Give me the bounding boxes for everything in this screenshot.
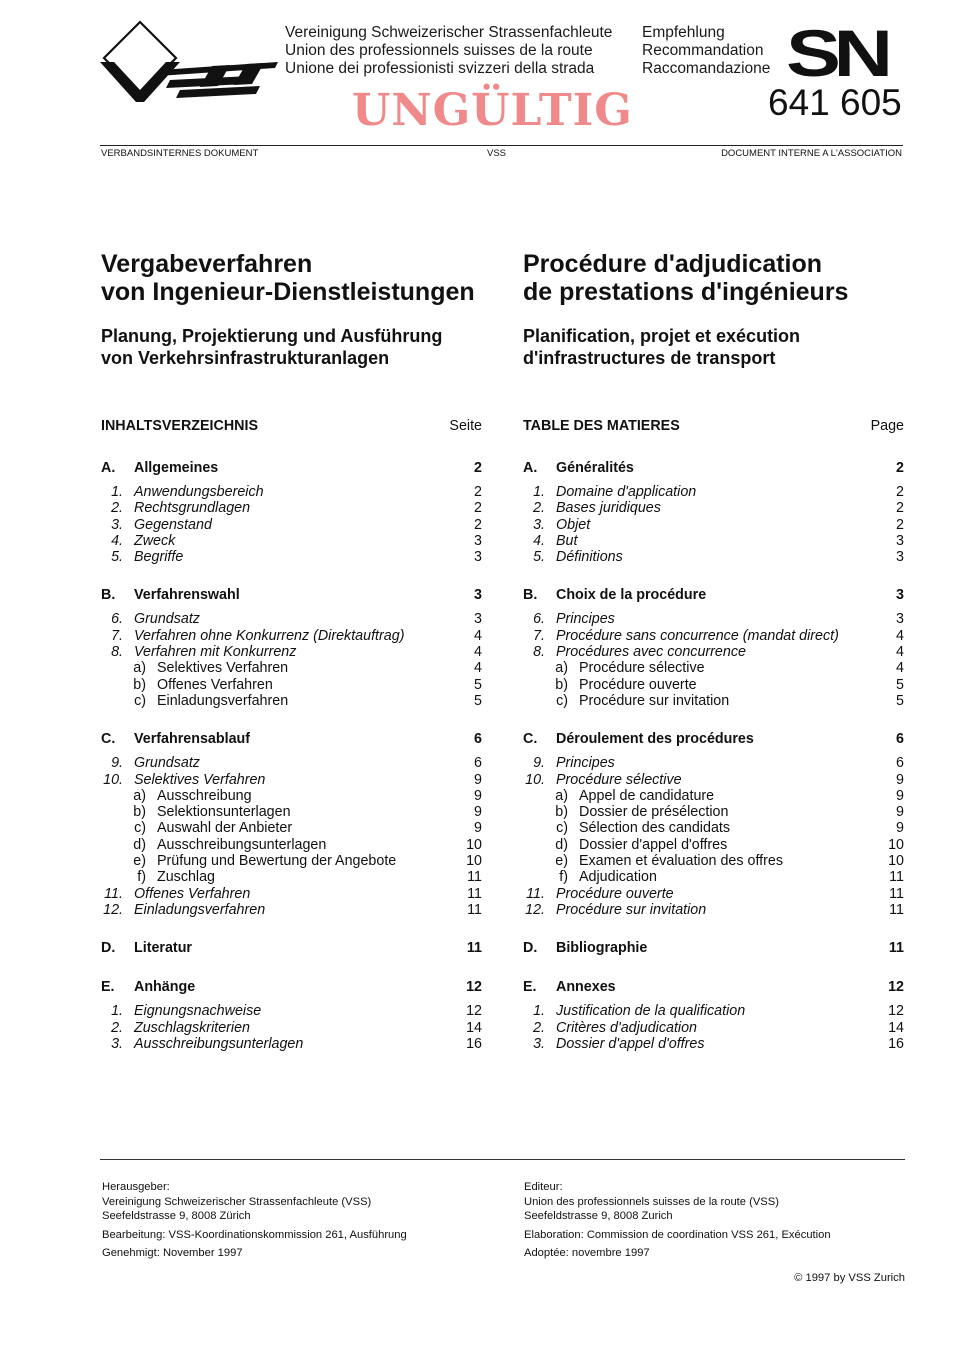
toc-section <box>101 459 482 477</box>
toc-entry <box>523 549 904 565</box>
entry-page: 5 <box>896 692 904 709</box>
toc-entry <box>101 628 482 644</box>
entry-title: Gegenstand <box>134 516 212 533</box>
entry-number: 9. <box>533 755 545 772</box>
toc-section <box>523 586 904 604</box>
entry-page: 9 <box>896 820 904 837</box>
entry-page: 4 <box>896 660 904 677</box>
section-title: Anhänge <box>134 979 196 996</box>
entry-number: 9. <box>111 755 123 772</box>
entry-page: 10 <box>466 836 482 853</box>
section-title: Choix de la procédure <box>556 587 707 604</box>
toc-entry <box>101 549 482 565</box>
entry-title: Procédure sur invitation <box>556 901 707 918</box>
entry-page: 3 <box>896 549 904 566</box>
entry-number: 3. <box>533 516 545 533</box>
entry-title: Justification de la qualification <box>556 1003 746 1020</box>
entry-number: c) <box>134 692 146 709</box>
entry-number: 1. <box>111 1003 123 1020</box>
toc-entry <box>101 1020 482 1036</box>
entry-number: 4. <box>111 532 123 549</box>
entry-title: Eignungsnachweise <box>134 1003 262 1020</box>
section-page: 12 <box>466 979 482 996</box>
section-page: 12 <box>888 979 904 996</box>
document-subtitle-de <box>101 325 481 369</box>
toc-page-label: Page <box>870 418 904 434</box>
vss-logo <box>100 20 280 104</box>
toc-entry <box>523 1020 904 1036</box>
entry-number: b) <box>555 804 568 821</box>
table-of-contents-de <box>101 418 482 1052</box>
entry-title: Selektionsunterlagen <box>157 804 291 821</box>
subtitle-line: von Verkehrsinfrastrukturanlagen <box>101 348 390 368</box>
document-title-fr <box>523 250 903 306</box>
toc-entry <box>101 693 482 709</box>
section-page: 6 <box>474 731 482 748</box>
entry-number: b) <box>555 676 568 693</box>
entry-title: Sélection des candidats <box>579 820 731 837</box>
entry-page: 2 <box>474 516 482 533</box>
entry-page: 4 <box>896 627 904 644</box>
toc-entry <box>101 644 482 660</box>
entry-page: 11 <box>467 901 482 918</box>
toc-entry <box>523 611 904 627</box>
entry-number: 10. <box>103 771 123 788</box>
entry-number: 2. <box>111 500 123 517</box>
toc-entry <box>523 1036 904 1052</box>
entry-number: 1. <box>533 484 545 500</box>
toc-entry <box>523 902 904 918</box>
toc-entry <box>523 886 904 902</box>
section-page: 3 <box>474 587 482 604</box>
entry-title: Critères d'adjudication <box>556 1019 698 1036</box>
org-name-it: Unione dei professionisti svizzeri della strada <box>285 60 595 77</box>
copyright: © 1997 by VSS Zurich <box>794 1272 905 1284</box>
doc-type-de: Empfehlung <box>642 24 725 41</box>
toc-items <box>101 755 482 918</box>
approval-date: Adoptée: novembre 1997 <box>524 1247 650 1259</box>
entry-page: 2 <box>896 516 904 533</box>
section-title: Bibliographie <box>556 940 648 957</box>
document-title-de <box>101 250 481 306</box>
section-page: 6 <box>896 731 904 748</box>
entry-page: 11 <box>889 885 904 902</box>
entry-page: 9 <box>474 787 482 804</box>
toc-entry <box>523 788 904 804</box>
entry-number: d) <box>133 836 146 853</box>
entry-page: 3 <box>474 611 482 628</box>
section-letter: B. <box>101 587 116 604</box>
invalid-stamp: UNGÜLTIG <box>352 85 633 136</box>
toc-entry <box>101 837 482 853</box>
section-letter: C. <box>101 731 116 748</box>
toc-entry <box>523 677 904 693</box>
entry-number: a) <box>555 660 568 677</box>
section-letter: E. <box>523 979 537 996</box>
editing-info: Bearbeitung: VSS-Koordinationskommission 261, Ausführung <box>102 1228 407 1241</box>
entry-title: Définitions <box>556 549 623 566</box>
vss-center-label: VSS <box>487 148 507 159</box>
entry-number: 11. <box>104 885 123 902</box>
entry-number: d) <box>555 836 568 853</box>
subtitle-line: d'infrastructures de transport <box>523 348 776 368</box>
toc-entry <box>523 660 904 676</box>
entry-number: c) <box>556 692 568 709</box>
section-title: Literatur <box>134 940 192 957</box>
entry-number: 5. <box>111 549 123 566</box>
entry-title: Procédure sélective <box>579 660 705 677</box>
title-line: de prestations d'ingénieurs <box>523 278 849 306</box>
toc-entry <box>523 517 904 533</box>
toc-heading: INHALTSVERZEICHNIS <box>101 418 259 434</box>
section-letter: C. <box>523 731 538 748</box>
entry-number: 2. <box>533 500 545 517</box>
toc-entry <box>523 693 904 709</box>
section-page: 11 <box>466 940 482 957</box>
entry-page: 11 <box>467 869 482 886</box>
entry-page: 5 <box>896 676 904 693</box>
entry-number: b) <box>133 804 146 821</box>
entry-title: Dossier d'appel d'offres <box>556 1035 705 1052</box>
toc-section <box>523 939 904 957</box>
entry-number: 1. <box>533 1003 545 1020</box>
internal-doc-label-de: VERBANDSINTERNES DOKUMENT <box>101 148 259 159</box>
document-type <box>642 24 770 78</box>
entry-page: 11 <box>467 885 482 902</box>
entry-title: Principes <box>556 611 615 628</box>
entry-title: Procédures avec concurrence <box>556 644 746 661</box>
entry-number: a) <box>133 660 146 677</box>
entry-page: 2 <box>896 484 904 500</box>
organization-names <box>285 24 612 78</box>
section-page: 3 <box>896 587 904 604</box>
section-title: Verfahrensablauf <box>134 731 251 748</box>
publisher-info-de <box>102 1180 407 1261</box>
entry-title: Bases juridiques <box>556 500 661 517</box>
entry-title: Einladungsverfahren <box>134 901 266 918</box>
entry-title: Selektives Verfahren <box>157 660 289 677</box>
toc-section <box>101 978 482 996</box>
section-title: Déroulement des procédures <box>556 731 754 748</box>
title-line: Vergabeverfahren <box>101 250 313 278</box>
publisher-address: Seefeldstrasse 9, 8008 Zürich <box>102 1210 251 1222</box>
toc-items <box>523 755 904 918</box>
entry-number: 6. <box>533 611 545 628</box>
entry-page: 3 <box>896 532 904 549</box>
toc-entry <box>101 788 482 804</box>
entry-page: 12 <box>466 1003 482 1020</box>
entry-page: 11 <box>889 901 904 918</box>
toc-entry <box>523 869 904 885</box>
entry-number: 4. <box>533 532 545 549</box>
entry-title: Dossier de présélection <box>579 804 729 821</box>
entry-page: 11 <box>889 869 904 886</box>
toc-entry <box>101 902 482 918</box>
entry-page: 4 <box>474 644 482 661</box>
toc-entry <box>523 820 904 836</box>
section-page: 2 <box>474 460 482 476</box>
toc-section <box>101 586 482 604</box>
entry-page: 4 <box>474 627 482 644</box>
entry-title: Examen et évaluation des offres <box>579 853 783 870</box>
header-divider <box>100 145 903 146</box>
entry-page: 3 <box>474 532 482 549</box>
entry-number: 10. <box>525 771 545 788</box>
section-title: Verfahrenswahl <box>134 587 240 604</box>
subtitle-line: Planung, Projektierung und Ausführung <box>101 326 443 346</box>
publisher-address: Seefeldstrasse 9, 8008 Zurich <box>524 1210 673 1222</box>
publisher-name: Union des professionnels suisses de la route (VSS) <box>524 1195 779 1208</box>
entry-title: Anwendungsbereich <box>134 484 264 500</box>
standard-number: 641 605 <box>768 82 902 123</box>
section-letter: D. <box>101 940 116 957</box>
entry-number: f) <box>559 869 568 886</box>
publisher-label: Editeur: <box>524 1181 563 1193</box>
toc-entry <box>523 484 904 500</box>
toc-items <box>101 484 482 565</box>
toc-entry <box>101 772 482 788</box>
toc-entry <box>101 611 482 627</box>
entry-title: Procédure sans concurrence (mandat direct) <box>556 627 839 644</box>
entry-page: 2 <box>896 500 904 517</box>
entry-title: But <box>556 532 578 549</box>
toc-entry <box>101 677 482 693</box>
entry-title: Domaine d'application <box>556 484 697 500</box>
entry-title: Dossier d'appel d'offres <box>579 836 728 853</box>
entry-number: f) <box>137 869 146 886</box>
entry-number: 3. <box>111 1035 123 1052</box>
section-page: 11 <box>888 940 904 957</box>
entry-title: Offenes Verfahren <box>157 676 273 693</box>
entry-page: 9 <box>896 787 904 804</box>
entry-page: 9 <box>474 820 482 837</box>
entry-number: b) <box>133 676 146 693</box>
toc-entry <box>101 869 482 885</box>
entry-number: 6. <box>111 611 123 628</box>
entry-number: 11. <box>526 885 545 902</box>
entry-title: Procédure ouverte <box>579 676 697 693</box>
toc-entry <box>523 853 904 869</box>
entry-title: Grundsatz <box>134 755 200 772</box>
entry-title: Begriffe <box>134 549 184 566</box>
entry-title: Rechtsgrundlagen <box>134 500 251 517</box>
toc-heading: TABLE DES MATIERES <box>523 418 680 434</box>
entry-number: 8. <box>533 644 545 661</box>
entry-number: 3. <box>533 1035 545 1052</box>
entry-number: 3. <box>111 516 123 533</box>
section-letter: D. <box>523 940 538 957</box>
toc-section <box>523 730 904 748</box>
toc-items <box>101 1003 482 1052</box>
title-block-fr <box>523 250 903 369</box>
title-line: Procédure d'adjudication <box>523 250 823 278</box>
table-of-contents-fr <box>523 418 904 1052</box>
section-title: Annexes <box>556 979 616 996</box>
entry-page: 4 <box>474 660 482 677</box>
toc-entry <box>101 517 482 533</box>
entry-page: 4 <box>896 644 904 661</box>
entry-number: 7. <box>533 627 545 644</box>
entry-number: a) <box>133 787 146 804</box>
entry-page: 9 <box>474 771 482 788</box>
publisher-label: Herausgeber: <box>102 1181 170 1193</box>
entry-title: Ausschreibungsunterlagen <box>134 1035 304 1052</box>
toc-section <box>523 978 904 996</box>
entry-page: 10 <box>888 836 904 853</box>
entry-page: 16 <box>888 1035 904 1052</box>
entry-title: Verfahren ohne Konkurrenz (Direktauftrag) <box>134 627 405 644</box>
entry-number: e) <box>555 853 568 870</box>
section-letter: A. <box>101 460 116 476</box>
toc-entry <box>101 660 482 676</box>
toc-entry <box>101 755 482 771</box>
toc-items <box>101 611 482 709</box>
entry-title: Procédure ouverte <box>556 885 674 902</box>
entry-number: a) <box>555 787 568 804</box>
entry-number: 12. <box>103 901 123 918</box>
entry-title: Zuschlagskriterien <box>134 1019 251 1036</box>
entry-page: 3 <box>474 549 482 566</box>
entry-page: 2 <box>474 484 482 500</box>
toc-header <box>523 418 904 438</box>
approval-date: Genehmigt: November 1997 <box>102 1247 243 1259</box>
entry-page: 14 <box>888 1019 904 1036</box>
toc-items <box>523 484 904 565</box>
toc-page-label: Seite <box>449 418 482 434</box>
entry-title: Adjudication <box>579 869 657 886</box>
org-name-fr: Union des professionnels suisses de la route <box>285 42 593 59</box>
section-title: Généralités <box>556 460 634 476</box>
sn-mark: SN <box>786 16 886 90</box>
section-letter: E. <box>101 979 115 996</box>
entry-title: Zuschlag <box>157 869 216 886</box>
toc-section <box>523 459 904 477</box>
section-page: 2 <box>896 460 904 476</box>
section-letter: A. <box>523 460 538 476</box>
toc-entry <box>101 533 482 549</box>
entry-title: Procédure sur invitation <box>579 692 730 709</box>
toc-entry <box>523 644 904 660</box>
doc-type-it: Raccomandazione <box>642 60 771 77</box>
section-letter: B. <box>523 587 538 604</box>
toc-entry <box>101 853 482 869</box>
toc-entry <box>101 500 482 516</box>
section-title: Allgemeines <box>134 460 219 476</box>
entry-number: 1. <box>111 484 123 500</box>
toc-entry <box>523 1003 904 1019</box>
entry-title: Procédure sélective <box>556 771 682 788</box>
entry-page: 6 <box>474 755 482 772</box>
entry-title: Ausschreibungsunterlagen <box>157 836 327 853</box>
editing-info: Elaboration: Commission de coordination VSS 261, Exécution <box>524 1228 831 1241</box>
entry-number: 2. <box>533 1019 545 1036</box>
entry-page: 9 <box>896 804 904 821</box>
toc-entry <box>523 837 904 853</box>
entry-number: 5. <box>533 549 545 566</box>
entry-number: e) <box>133 853 146 870</box>
publisher-info-fr <box>524 1180 831 1261</box>
subtitle-line: Planification, projet et exécution <box>523 326 801 346</box>
toc-items <box>523 1003 904 1052</box>
entry-number: 2. <box>111 1019 123 1036</box>
entry-number: 8. <box>111 644 123 661</box>
toc-entry <box>101 804 482 820</box>
entry-title: Selektives Verfahren <box>134 771 266 788</box>
entry-number: c) <box>556 820 568 837</box>
footer-divider <box>100 1159 905 1160</box>
toc-section <box>101 939 482 957</box>
entry-number: c) <box>134 820 146 837</box>
entry-number: 7. <box>111 627 123 644</box>
toc-section <box>101 730 482 748</box>
entry-page: 12 <box>888 1003 904 1020</box>
entry-page: 6 <box>896 755 904 772</box>
toc-entry <box>523 533 904 549</box>
entry-page: 9 <box>896 771 904 788</box>
entry-page: 14 <box>466 1019 482 1036</box>
entry-title: Prüfung und Bewertung der Angebote <box>157 853 397 870</box>
publisher-name: Vereinigung Schweizerischer Strassenfachleute (VSS) <box>102 1195 372 1208</box>
toc-entry <box>101 820 482 836</box>
internal-doc-label-fr: DOCUMENT INTERNE A L'ASSOCIATION <box>721 148 902 159</box>
toc-entry <box>523 772 904 788</box>
org-name-de: Vereinigung Schweizerischer Strassenfachleute <box>285 24 613 41</box>
entry-page: 3 <box>896 611 904 628</box>
entry-title: Ausschreibung <box>157 787 252 804</box>
entry-title: Appel de candidature <box>579 787 715 804</box>
entry-page: 2 <box>474 500 482 517</box>
doc-type-fr: Recommandation <box>642 42 764 59</box>
toc-items <box>523 611 904 709</box>
entry-page: 16 <box>466 1035 482 1052</box>
toc-entry <box>101 886 482 902</box>
toc-entry <box>101 1036 482 1052</box>
entry-title: Grundsatz <box>134 611 200 628</box>
toc-entry <box>101 1003 482 1019</box>
entry-title: Principes <box>556 755 615 772</box>
title-block-de <box>101 250 481 369</box>
toc-entry <box>523 500 904 516</box>
toc-entry <box>101 484 482 500</box>
toc-entry <box>523 755 904 771</box>
entry-title: Auswahl der Anbieter <box>157 820 293 837</box>
entry-title: Verfahren mit Konkurrenz <box>134 644 297 661</box>
entry-title: Objet <box>556 516 591 533</box>
title-line: von Ingenieur-Dienstleistungen <box>101 278 475 306</box>
toc-entry <box>523 628 904 644</box>
entry-title: Einladungsverfahren <box>157 692 289 709</box>
entry-page: 10 <box>466 853 482 870</box>
entry-number: 12. <box>525 901 545 918</box>
entry-page: 5 <box>474 692 482 709</box>
entry-page: 9 <box>474 804 482 821</box>
entry-page: 5 <box>474 676 482 693</box>
entry-title: Offenes Verfahren <box>134 885 251 902</box>
toc-header <box>101 418 482 438</box>
toc-entry <box>523 804 904 820</box>
document-subtitle-fr <box>523 325 903 369</box>
entry-title: Zweck <box>134 532 176 549</box>
entry-page: 10 <box>888 853 904 870</box>
